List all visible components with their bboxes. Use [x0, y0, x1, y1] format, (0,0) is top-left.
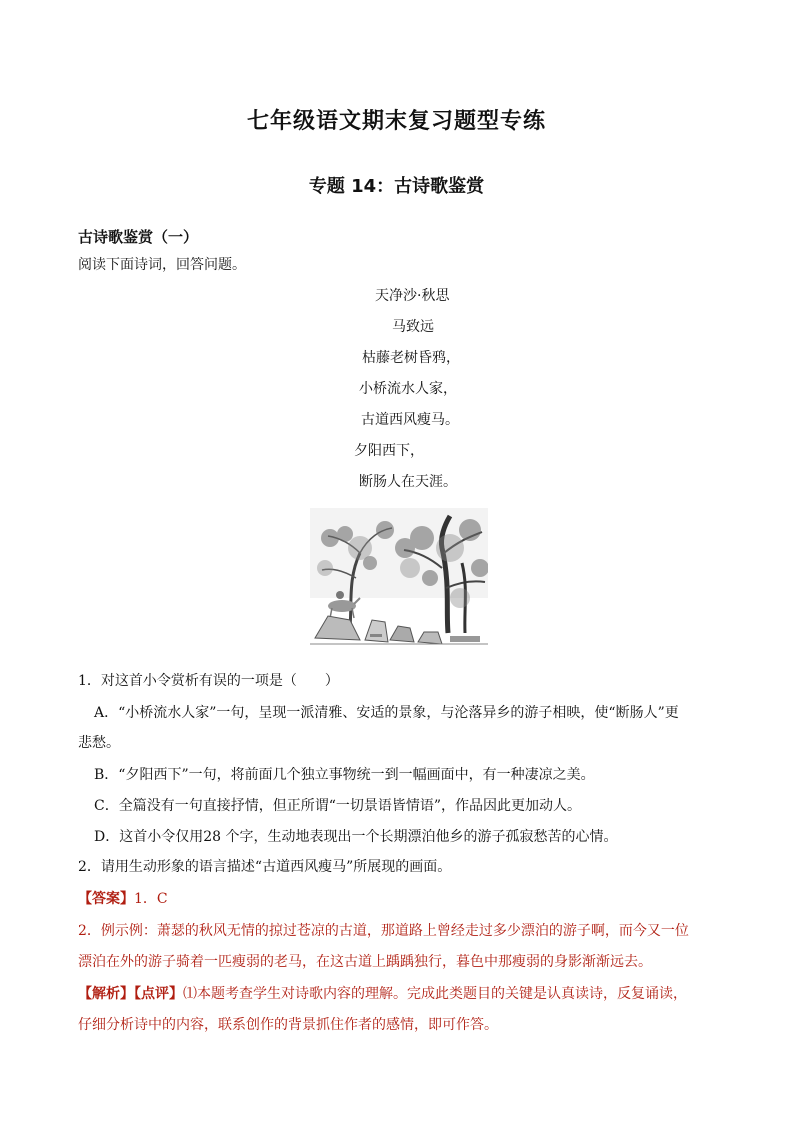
- ink-landscape-illustration: [310, 508, 488, 650]
- answer-2-line-1: 2．例示例：萧瑟的秋风无情的掠过苍凉的古道，那道路上曾经走过多少漂泊的游子啊，而今又一位: [78, 923, 689, 939]
- question-1-stem: 1．对这首小令赏析有误的一项是（ ）: [78, 673, 339, 689]
- question-1-option-a-cont: 悲愁。: [78, 735, 120, 751]
- reading-instruction: 阅读下面诗词，回答问题。: [78, 257, 246, 273]
- poem-author: 马致远: [392, 319, 434, 335]
- poem-line-4: 夕阳西下，: [354, 443, 424, 459]
- analysis-line-2: 仔细分析诗中的内容，联系创作的背景抓住作者的感情，即可作答。: [78, 1017, 498, 1033]
- poem-line-1: 枯藤老树昏鸦，: [362, 350, 460, 366]
- answer-2-line-2: 漂泊在外的游子骑着一匹瘦弱的老马，在这古道上踽踽独行，暮色中那瘦弱的身影渐渐远去。: [78, 954, 652, 970]
- analysis-tag: 【解析】【点评】: [78, 986, 183, 1002]
- analysis-text-1: ⑴本题考查学生对诗歌内容的理解。完成此类题目的关键是认真读诗，反复诵读，: [183, 986, 687, 1002]
- question-1-option-d: D．这首小令仅用28 个字，生动地表现出一个长期漂泊他乡的游子孤寂愁苦的心情。: [94, 829, 618, 845]
- question-1-option-c: C．全篇没有一句直接抒情，但正所谓“一切景语皆情语”，作品因此更加动人。: [94, 798, 582, 814]
- answer-tag: 【答案】: [78, 891, 134, 907]
- page-title: 七年级语文期末复习题型专练: [246, 109, 546, 134]
- answer-line: [78, 888, 718, 908]
- question-1-option-a: A．“小桥流水人家”一句，呈现一派清雅、安适的景象，与沦落异乡的游子相映，使“断肠人”更: [94, 705, 679, 721]
- analysis-line-1: [78, 983, 718, 1003]
- topic-subtitle: 专题 14：古诗歌鉴赏: [308, 176, 485, 197]
- poem-line-2: 小桥流水人家，: [359, 381, 457, 397]
- poem-line-5: 断肠人在天涯。: [359, 474, 457, 490]
- section-heading: 古诗歌鉴赏（一）: [78, 228, 199, 246]
- question-2-stem: 2．请用生动形象的语言描述“古道西风瘦马”所展现的画面。: [78, 859, 452, 875]
- poem-title: 天净沙·秋思: [375, 288, 450, 304]
- poem-line-3: 古道西风瘦马。: [361, 412, 459, 428]
- question-1-option-b: B．“夕阳西下”一句，将前面几个独立事物统一到一幅画面中，有一种凄凉之美。: [94, 767, 595, 783]
- answer-1: 1．C: [134, 891, 168, 907]
